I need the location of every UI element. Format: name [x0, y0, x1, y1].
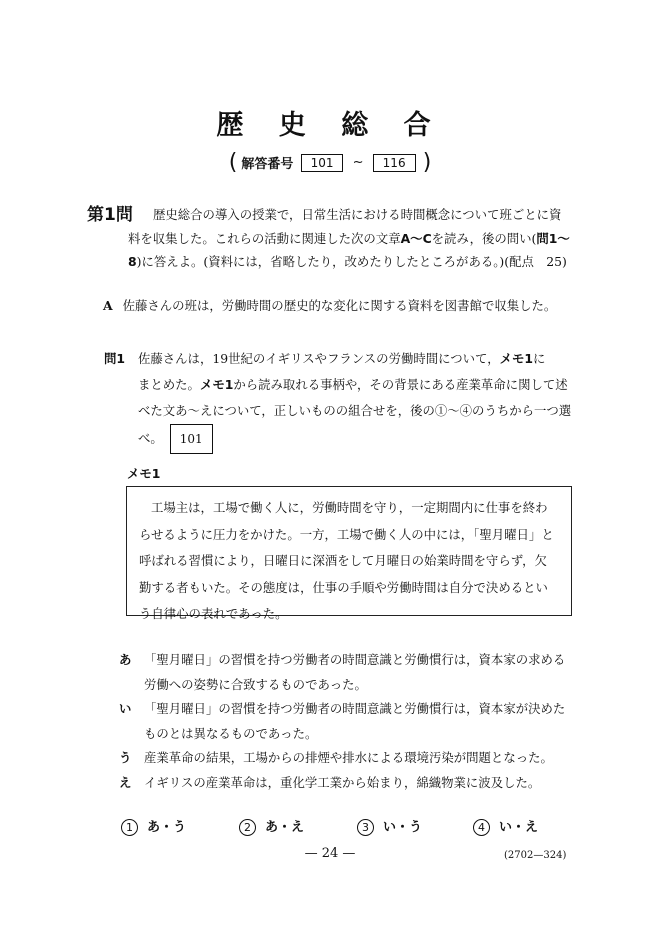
question-text [138, 346, 584, 454]
statement-line: 「聖月曜日」の習慣を持つ労働者の時間意識と労働慣行は，資本家が決めた [144, 701, 566, 716]
statement-label: あ [119, 652, 132, 667]
answer-choice-3[interactable] [357, 816, 422, 836]
memo-line: 呼ばれる習慣により，日曜日に深酒をして月曜日の始業時間を守らず，欠 [139, 553, 547, 568]
memo-reference: メモ1 [199, 377, 234, 392]
question-group-heading: 第1問 [87, 205, 133, 225]
circled-number-icon: 1 [121, 819, 138, 836]
statement-line: 「聖月曜日」の習慣を持つ労働者の時間意識と労働慣行は，資本家の求める [144, 652, 566, 667]
question-1 [104, 346, 584, 454]
memo-reference: メモ1 [499, 351, 533, 366]
memo-title: メモ1 [127, 466, 161, 481]
intro-line-2 [128, 227, 582, 251]
range-tilde: ~ [352, 155, 364, 170]
answer-range-end: 116 [373, 154, 416, 172]
page-number: — 24 — [304, 846, 356, 861]
section-a [103, 296, 556, 314]
page-title: 歴 史 総 合 [216, 110, 444, 141]
question-line [138, 346, 584, 372]
intro-text: を読み，後の問い( [431, 230, 537, 246]
statement-line: イギリスの産業革命は，重化学工業から始まり，綿織物業に波及した。 [144, 774, 541, 790]
section-text: 佐藤さんの班は，労働時間の歴史的な変化に関する資料を図書館で収集した。 [122, 298, 557, 313]
memo-line: 工場主は，工場で働く人に，労働時間を守り，一定期間内に仕事を終わ [151, 500, 548, 515]
answer-range-start: 101 [301, 154, 344, 172]
question-group-intro [128, 203, 582, 274]
answer-box-101: 101 [170, 424, 213, 454]
circled-number-icon: 2 [239, 819, 256, 836]
answer-choice-2[interactable] [239, 816, 304, 836]
question-line: べた文あ～えについて，正しいものの組合せを，後の①～④のうちから一つ選 [138, 403, 572, 418]
question-text-segment: 佐藤さんは，19世紀のイギリスやフランスの労働時間について， [138, 351, 500, 366]
choice-text: い・え [499, 820, 539, 835]
section-label: A [103, 298, 113, 313]
memo-line: う自律心の表れであった。 [139, 606, 288, 621]
intro-text-bold: 8 [128, 254, 137, 269]
answer-choice-1[interactable] [121, 816, 186, 836]
statement-line: 産業革命の結果，工場からの排煙や排水による環境汚染が問題となった。 [144, 750, 553, 765]
statement-line: 労働への姿勢に合致するものであった。 [144, 676, 367, 692]
intro-line-3 [128, 250, 582, 274]
question-line [138, 372, 584, 398]
close-paren: ) [422, 150, 432, 175]
intro-text-bold: A～C [400, 230, 432, 246]
question-number: 問1 [104, 351, 126, 366]
memo-box [126, 486, 572, 621]
question-text-segment: から読み取れる事柄や，その背景にある産業革命に関して述 [233, 377, 568, 392]
page-code: (2702—324) [504, 850, 567, 861]
circled-number-icon: 4 [473, 819, 490, 836]
question-text-segment: に [533, 351, 546, 366]
statement-e [119, 771, 589, 796]
intro-line-1: 歴史総合の導入の授業で，日常生活における時間概念について班ごとに資 [153, 207, 562, 222]
statement-label: う [119, 750, 132, 765]
statement-label: え [119, 774, 132, 790]
statement-options [119, 648, 589, 795]
statement-label: い [119, 701, 132, 716]
memo-line: 勤する者もいた。その態度は，仕事の手順や労働時間は自分で決めるとい [139, 579, 548, 595]
choice-text: あ・う [147, 820, 187, 835]
choice-text: い・う [383, 820, 423, 835]
intro-text: 料を収集した。これらの活動に関連した次の文章 [128, 230, 401, 246]
question-line [138, 424, 584, 454]
statement-i [119, 697, 589, 746]
statement-a [119, 648, 589, 697]
statement-line: ものとは異なるものであった。 [144, 725, 318, 741]
question-text-segment: まとめた。 [138, 377, 200, 392]
memo-line: らせるように圧力をかけた。一方，工場で働く人の中には，「聖月曜日」と [139, 526, 554, 542]
open-paren: ( [228, 150, 238, 175]
question-group [87, 203, 582, 274]
answer-choice-4[interactable] [473, 816, 538, 836]
question-text-segment: べ。 [138, 430, 163, 446]
intro-text-bold: 問1～ [536, 230, 570, 246]
choice-text: あ・え [265, 820, 305, 835]
answer-number-label: 解答番号 [241, 157, 294, 172]
circled-number-icon: 3 [357, 819, 374, 836]
answer-number-range [0, 150, 660, 175]
statement-u [119, 746, 589, 771]
intro-text: )に答えよ。(資料には，省略したり，改めたりしたところがある。)(配点 25) [136, 254, 567, 269]
